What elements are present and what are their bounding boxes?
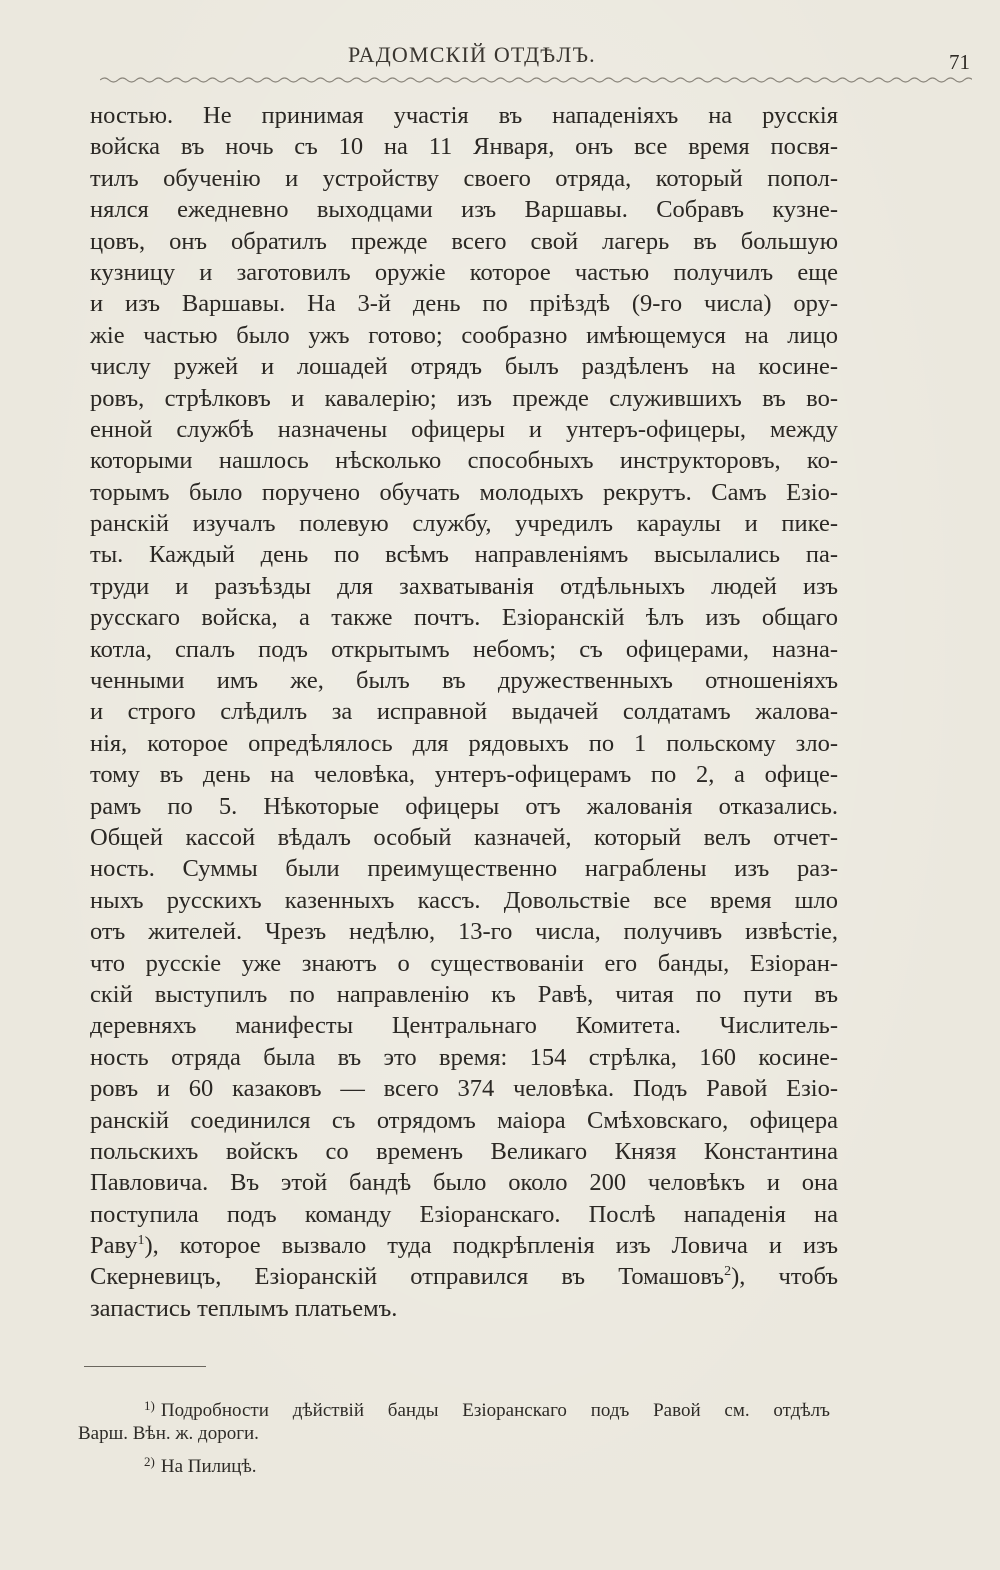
text-line: числу ружей и лошадей отрядъ былъ раздѣленъ на косине- [90,353,838,381]
text-line: жіе частью было ужъ готово; сообразно имѣющемуся на лицо [90,321,838,349]
text-line: ровъ, стрѣлковъ и кавалерію; изъ прежде служившихъ въ во- [90,384,838,412]
text-line: деревняхъ манифесты Центральнаго Комитета. Числитель- [90,1012,838,1040]
section-title: РАДОМСКІЙ ОТДѢЛЪ. [348,42,596,67]
page-number: 71 [949,50,970,74]
text-line: кузницу и заготовилъ оружіе которое частью получилъ еще [90,258,838,286]
text-line: тому въ день на человѣка, унтеръ-офицерамъ по 2, а офице- [90,761,838,789]
text-fragment: ), которое вызвало туда подкрѣпленія изъ Ловича и изъ [144,1232,838,1260]
text-line: польскихъ войскъ со временъ Великаго Князя Константина [90,1137,838,1165]
text-line: нія, которое опредѣлялось для рядовыхъ по 1 польскому зло- [90,729,838,757]
header-wavy-rule [100,70,972,90]
text-line: торымъ было поручено обучать молодыхъ рекрутъ. Самъ Езіо- [90,478,838,506]
text-line: и изъ Варшавы. На 3-й день по пріѣздѣ (9-го числа) ору- [90,290,838,318]
text-fragment: Раву [90,1232,138,1260]
text-fragment: ), чтобъ [731,1263,838,1291]
text-line: русскаго войска, а также почтъ. Езіоранскій ѣлъ изъ общаго [90,604,838,632]
footnote-2 [78,1448,830,1476]
text-line: цовъ, онъ обратилъ прежде всего свой лагерь въ большую [90,227,838,255]
running-header [0,38,1000,98]
footnote-1-text: Подробности дѣйствій банды Езіоранскаго подъ Равой см. отдѣлъ [160,1400,830,1421]
text-line: ныхъ русскихъ казенныхъ кассъ. Довольствіе все время шло [90,886,838,914]
footnote-reference: 2 [724,1264,732,1280]
text-line: ченными имъ же, былъ въ дружественныхъ отношеніяхъ [90,667,838,695]
text-line: ты. Каждый день по всѣмъ направленіямъ высылались па- [90,541,838,569]
text-line: отъ жителей. Чрезъ недѣлю, 13-го числа, получивъ извѣстіе, [90,918,838,946]
text-line: ровъ и 60 казаковъ — всего 374 человѣка. Подъ Равой Езіо- [90,1075,838,1103]
text-line: ность отряда была въ это время: 154 стрѣлка, 160 косине- [90,1043,838,1071]
footnote-1-continuation: Варш. Вѣн. ж. дороги. [78,1423,259,1444]
footnote-reference: 1 [137,1233,145,1249]
text-line-last: запастись теплымъ платьемъ. [90,1294,398,1322]
footnote-2-marker: 2) [144,1454,155,1469]
text-line: и строго слѣдилъ за исправной выдачей солдатамъ жалова- [90,698,838,726]
text-line: скій выступилъ по направленію къ Равѣ, читая по пути въ [90,980,838,1008]
text-line: котла, спалъ подъ открытымъ небомъ; съ офицерами, назна- [90,635,838,663]
text-line: ность. Суммы были преимущественно награблены изъ раз- [90,855,838,883]
text-line: нялся ежедневно выходцами изъ Варшавы. Собравъ кузне- [90,196,838,224]
footnote-1-marker: 1) [144,1398,155,1413]
footnote-2-text: На Пилицѣ. [160,1456,257,1477]
text-line: которыми нашлось нѣсколько способныхъ инструкторовъ, ко- [90,447,838,475]
text-line: тилъ обученію и устройству своего отряда, который попол- [90,164,838,192]
text-line: Общей кассой вѣдалъ особый казначей, который велъ отчет- [90,823,838,851]
text-line: труди и разъѣзды для захватыванія отдѣльныхъ людей изъ [90,572,838,600]
text-line: поступила подъ команду Езіоранскаго. Послѣ нападенія на [90,1200,838,1228]
text-line-with-footnote-1 [90,1230,838,1261]
text-line: войска въ ночь съ 10 на 11 Января, онъ все время посвя- [90,133,838,161]
text-line: ранскій изучалъ полевую службу, учредилъ караулы и пике- [90,510,838,538]
footnotes [78,1392,830,1476]
text-line: рамъ по 5. Нѣкоторые офицеры отъ жалованія отказались. [90,792,838,820]
text-line: ранскій соединился съ отрядомъ маіора Смѣховскаго, офицера [90,1106,838,1134]
footnote-1 [78,1392,830,1420]
footnote-separator [84,1366,206,1367]
main-text [90,100,838,1324]
text-line-with-footnote-2 [90,1261,838,1292]
text-line: что русскіе уже знаютъ о существованіи его банды, Езіоран- [90,949,838,977]
text-fragment: Скерневицъ, Езіоранскій отправился въ Томашовъ [90,1263,725,1291]
text-line: Павловича. Въ этой бандѣ было около 200 человѣкъ и она [90,1169,838,1197]
text-line: енной службѣ назначены офицеры и унтеръ-офицеры, между [90,415,838,443]
text-line: ностью. Не принимая участія въ нападеніяхъ на русскія [90,102,838,129]
